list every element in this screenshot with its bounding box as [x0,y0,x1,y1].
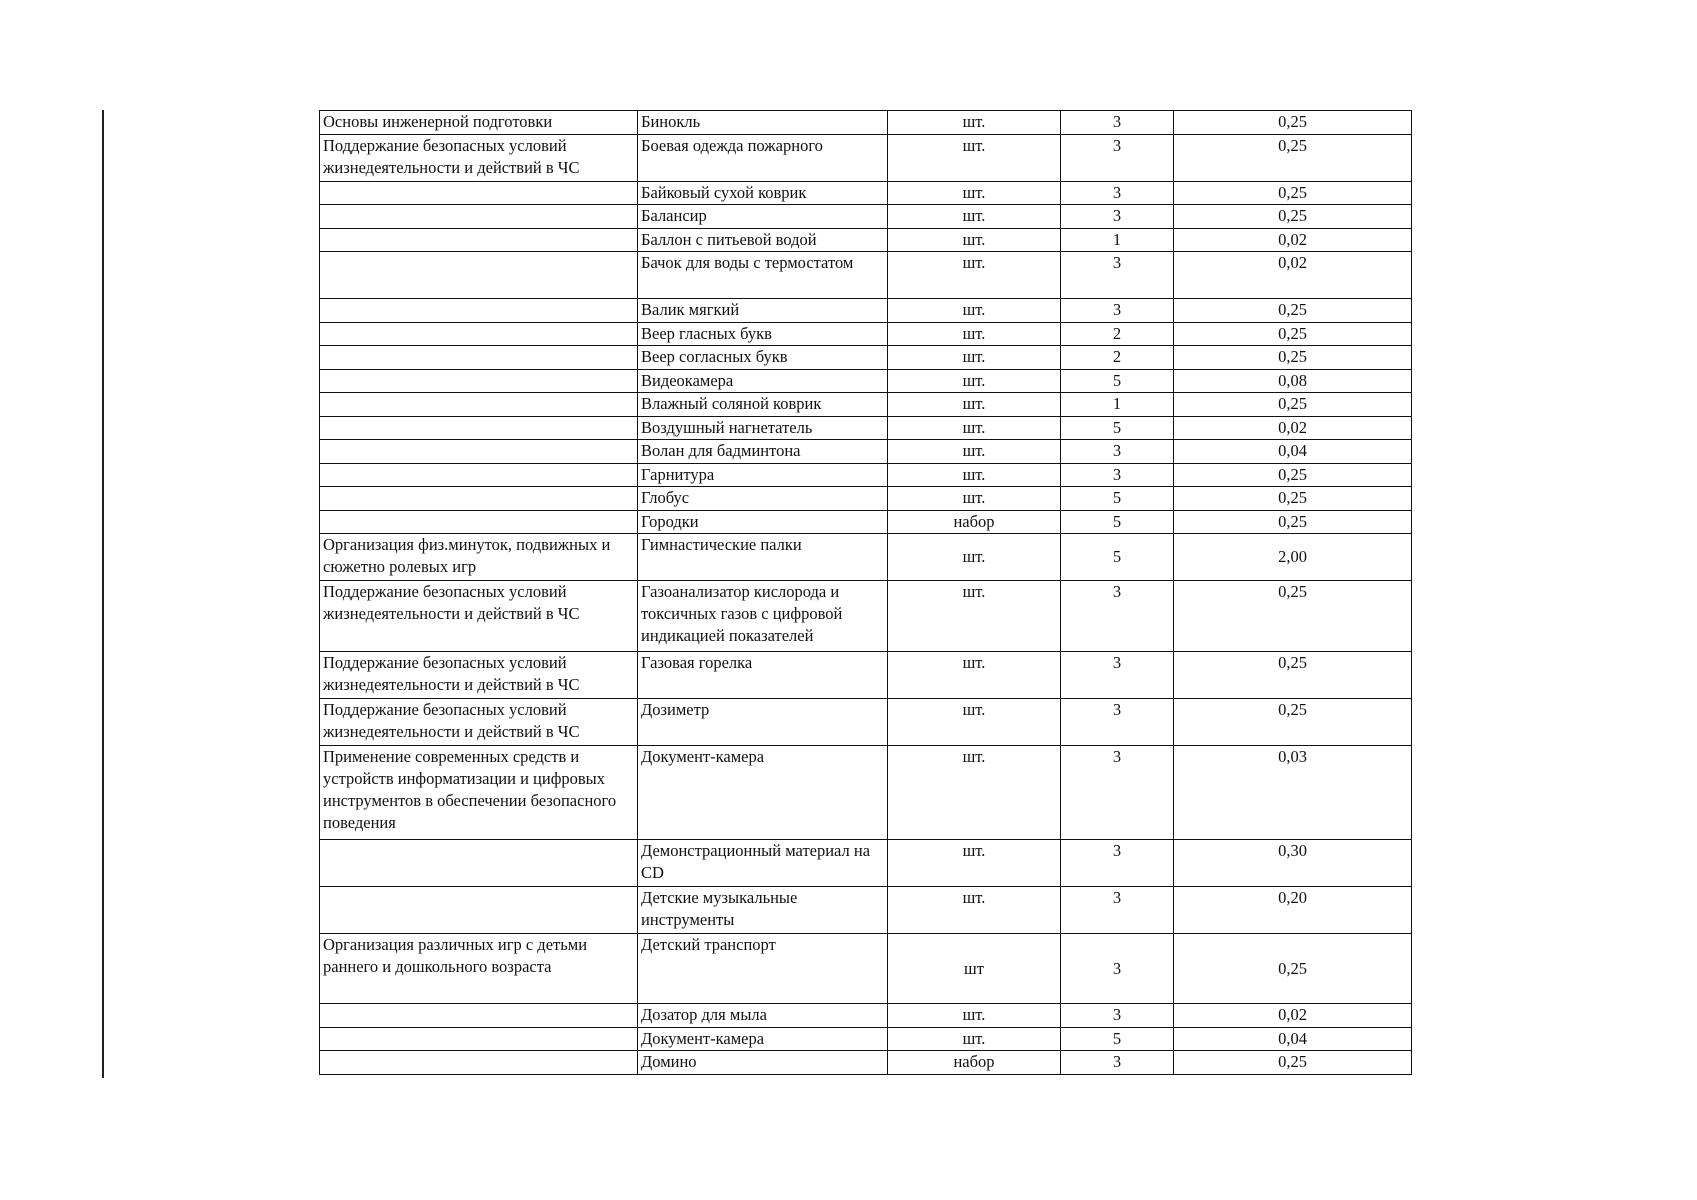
table-row [320,205,1412,229]
item-cell: Валик мягкий [638,299,888,323]
unit-cell: шт. [888,393,1061,417]
value-cell: 0,25 [1174,205,1412,229]
item-cell: Детский транспорт [638,934,888,1004]
qty-cell: 1 [1061,229,1174,252]
table-row [320,1051,1412,1075]
qty-cell: 5 [1061,1028,1174,1051]
value-cell: 0,02 [1174,1004,1412,1028]
qty-cell: 3 [1061,699,1174,746]
unit-cell: шт. [888,346,1061,370]
qty-cell: 2 [1061,323,1174,346]
section-cell [320,346,638,370]
value-cell: 0,25 [1174,487,1412,511]
item-cell: Детские музыкальные инструменты [638,887,888,934]
item-cell: Дозатор для мыла [638,1004,888,1028]
item-cell: Гарнитура [638,464,888,487]
unit-cell: шт. [888,323,1061,346]
value-cell: 0,02 [1174,252,1412,299]
table-row [320,464,1412,487]
item-cell: Веер согласных букв [638,346,888,370]
table-row [320,934,1412,1004]
unit-cell: шт. [888,135,1061,182]
equipment-table-body [320,111,1412,1075]
unit-cell: шт. [888,534,1061,581]
section-cell [320,252,638,299]
equipment-table [319,110,1412,1075]
table-row [320,511,1412,534]
item-cell: Гимнастические палки [638,534,888,581]
qty-cell: 3 [1061,111,1174,135]
qty-cell: 3 [1061,1004,1174,1028]
item-cell: Видеокамера [638,370,888,393]
section-cell [320,417,638,440]
item-cell: Бачок для воды с термостатом [638,252,888,299]
section-cell [320,511,638,534]
section-cell [320,1004,638,1028]
page-margin-line [102,110,104,1078]
table-row [320,323,1412,346]
item-cell: Газовая горелка [638,652,888,699]
value-cell: 0,04 [1174,1028,1412,1051]
unit-cell: шт. [888,652,1061,699]
unit-cell: шт. [888,252,1061,299]
unit-cell: шт. [888,299,1061,323]
value-cell: 0,02 [1174,417,1412,440]
qty-cell: 3 [1061,840,1174,887]
item-cell: Документ-камера [638,746,888,840]
table-row [320,1028,1412,1051]
table-row [320,887,1412,934]
section-cell [320,464,638,487]
value-cell: 0,25 [1174,346,1412,370]
table-row [320,346,1412,370]
unit-cell: набор [888,511,1061,534]
qty-cell: 1 [1061,393,1174,417]
item-cell: Веер гласных букв [638,323,888,346]
table-row [320,252,1412,299]
unit-cell: шт. [888,840,1061,887]
table-row [320,1004,1412,1028]
value-cell: 0,25 [1174,934,1412,1004]
section-cell: Основы инженерной подготовки [320,111,638,135]
unit-cell: шт. [888,370,1061,393]
value-cell: 0,03 [1174,746,1412,840]
item-cell: Влажный соляной коврик [638,393,888,417]
table-row [320,534,1412,581]
unit-cell: шт. [888,699,1061,746]
value-cell: 0,25 [1174,111,1412,135]
section-cell [320,205,638,229]
table-row [320,393,1412,417]
section-cell [320,887,638,934]
item-cell: Бинокль [638,111,888,135]
unit-cell: шт. [888,581,1061,652]
item-cell: Демонстрационный материал на CD [638,840,888,887]
qty-cell: 5 [1061,370,1174,393]
section-cell [320,229,638,252]
qty-cell: 3 [1061,887,1174,934]
item-cell: Глобус [638,487,888,511]
section-cell: Поддержание безопасных условий жизнедеятельности и действий в ЧС [320,581,638,652]
table-row [320,111,1412,135]
unit-cell: шт [888,934,1061,1004]
unit-cell: шт. [888,440,1061,464]
unit-cell: шт. [888,464,1061,487]
unit-cell: шт. [888,229,1061,252]
qty-cell: 5 [1061,511,1174,534]
table-row [320,135,1412,182]
item-cell: Балансир [638,205,888,229]
value-cell: 0,25 [1174,652,1412,699]
qty-cell: 2 [1061,346,1174,370]
value-cell: 0,20 [1174,887,1412,934]
value-cell: 2,00 [1174,534,1412,581]
table-row [320,370,1412,393]
section-cell [320,393,638,417]
qty-cell: 3 [1061,252,1174,299]
table-row [320,581,1412,652]
table-row [320,652,1412,699]
value-cell: 0,25 [1174,323,1412,346]
table-row [320,746,1412,840]
value-cell: 0,02 [1174,229,1412,252]
qty-cell: 5 [1061,487,1174,511]
section-cell [320,323,638,346]
unit-cell: шт. [888,205,1061,229]
item-cell: Байковый сухой коврик [638,182,888,205]
section-cell: Применение современных средств и устройств информатизации и цифровых инструментов в обеспечении безопасного поведения [320,746,638,840]
unit-cell: шт. [888,182,1061,205]
value-cell: 0,25 [1174,299,1412,323]
section-cell [320,1051,638,1075]
value-cell: 0,08 [1174,370,1412,393]
qty-cell: 3 [1061,1051,1174,1075]
value-cell: 0,25 [1174,581,1412,652]
unit-cell: шт. [888,487,1061,511]
value-cell: 0,25 [1174,511,1412,534]
qty-cell: 3 [1061,182,1174,205]
unit-cell: шт. [888,1004,1061,1028]
value-cell: 0,25 [1174,135,1412,182]
section-cell [320,182,638,205]
item-cell: Баллон с питьевой водой [638,229,888,252]
item-cell: Волан для бадминтона [638,440,888,464]
item-cell: Домино [638,1051,888,1075]
qty-cell: 3 [1061,299,1174,323]
value-cell: 0,25 [1174,393,1412,417]
qty-cell: 3 [1061,464,1174,487]
table-row [320,299,1412,323]
item-cell: Боевая одежда пожарного [638,135,888,182]
item-cell: Документ-камера [638,1028,888,1051]
table-row [320,182,1412,205]
unit-cell: шт. [888,111,1061,135]
qty-cell: 3 [1061,440,1174,464]
qty-cell: 5 [1061,534,1174,581]
unit-cell: набор [888,1051,1061,1075]
table-row [320,699,1412,746]
item-cell: Дозиметр [638,699,888,746]
section-cell: Организация физ.минуток, подвижных и сюжетно ролевых игр [320,534,638,581]
qty-cell: 3 [1061,934,1174,1004]
qty-cell: 3 [1061,652,1174,699]
section-cell [320,487,638,511]
item-cell: Газоанализатор кислорода и токсичных газов с цифровой индикацией показателей [638,581,888,652]
table-row [320,229,1412,252]
unit-cell: шт. [888,887,1061,934]
section-cell: Организация различных игр с детьми раннего и дошкольного возраста [320,934,638,1004]
qty-cell: 3 [1061,135,1174,182]
unit-cell: шт. [888,746,1061,840]
unit-cell: шт. [888,417,1061,440]
table-row [320,487,1412,511]
section-cell [320,299,638,323]
table-row [320,440,1412,464]
qty-cell: 3 [1061,746,1174,840]
value-cell: 0,25 [1174,464,1412,487]
section-cell [320,370,638,393]
unit-cell: шт. [888,1028,1061,1051]
section-cell: Поддержание безопасных условий жизнедеятельности и действий в ЧС [320,135,638,182]
qty-cell: 3 [1061,205,1174,229]
section-cell [320,840,638,887]
value-cell: 0,25 [1174,182,1412,205]
item-cell: Воздушный нагнетатель [638,417,888,440]
section-cell [320,440,638,464]
value-cell: 0,04 [1174,440,1412,464]
value-cell: 0,30 [1174,840,1412,887]
table-row [320,417,1412,440]
value-cell: 0,25 [1174,1051,1412,1075]
item-cell: Городки [638,511,888,534]
qty-cell: 5 [1061,417,1174,440]
table-row [320,840,1412,887]
section-cell: Поддержание безопасных условий жизнедеятельности и действий в ЧС [320,699,638,746]
qty-cell: 3 [1061,581,1174,652]
section-cell: Поддержание безопасных условий жизнедеятельности и действий в ЧС [320,652,638,699]
section-cell [320,1028,638,1051]
value-cell: 0,25 [1174,699,1412,746]
